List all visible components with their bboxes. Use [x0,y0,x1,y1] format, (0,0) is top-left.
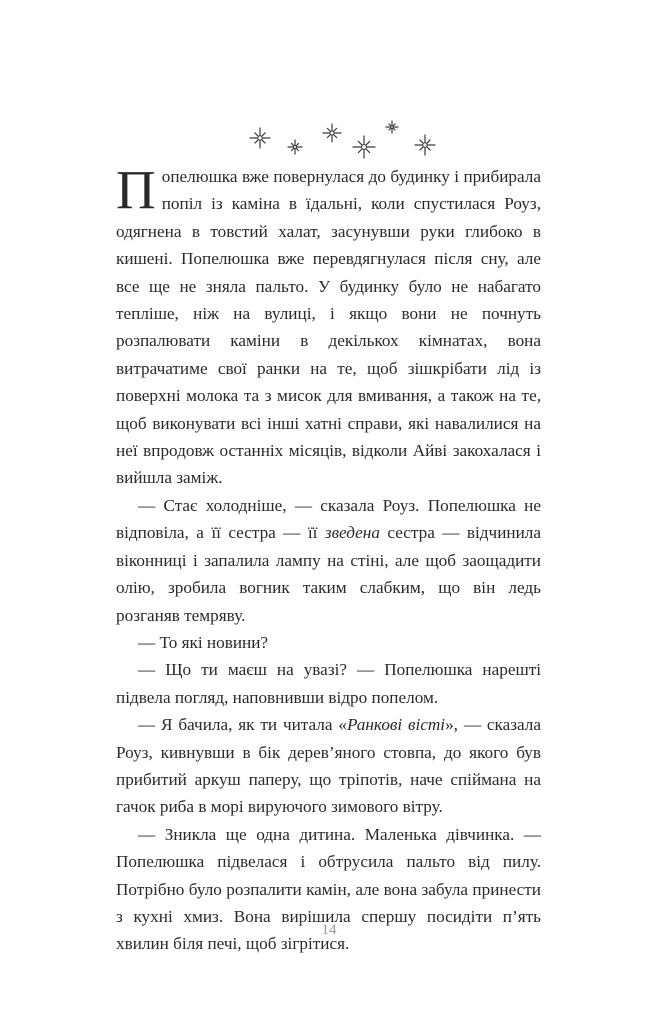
paragraph [116,159,541,492]
star-icon [250,128,270,148]
star-icon [288,140,302,154]
drop-cap: П [116,159,156,220]
italic-text: зведена [324,523,380,543]
body-text [116,159,541,958]
paragraph [116,492,541,629]
italic-text: Ранкові вісті [346,715,446,735]
paragraph [116,656,541,711]
star-icon [415,135,435,155]
page-number: 14 [321,922,337,938]
paragraph [116,629,541,656]
text-segment: — Стає холодніше, — сказала Роуз. Попелюшка не відповіла, а її сестра — її [116,495,541,543]
text-segment: », — сказала Роуз, кивнувши в бік дерев’яного стовпа, до якого був прибитий аркуш паперу, що тріпотів, наче спіймана на гачок риба в морі вируючого зимового вітру. [116,715,541,817]
text-segment: — То які новини? [138,632,269,652]
star-icon [323,124,341,142]
text-segment: — Що ти маєш на увазі? — Попелюшка нарешті підвела погляд, наповнивши відро попелом. [116,660,541,707]
star-icon [386,121,398,133]
stars-ornament-icon [0,116,658,166]
paragraph [116,711,541,821]
text-segment: опелюшка вже повернулася до будинку і прибирала попіл із каміна в їдальні, коли спустилася Роуз, одягнена в товстий халат, засунувши руки глибоко в кишені. Попелюшка вже перевдягнулася після сну, але все ще не зняла пальто. У будинку було не набагато тепліше, ніж на вулиці, і якщо вони не почнуть розпалювати каміни в декількох кімнатах, вона витрачатиме свої ранки на те, щоб зішкрібати лід із поверхні молока та з мисок для вмивання, а також на те, щоб виконувати всі інші хатні справи, які навалилися на неї впродовж останніх місяців, відколи Айві закохалася і вийшла заміж. [116,167,541,488]
text-segment: сестра — відчинила віконниці і запалила лампу на стіні, але щоб заощадити олію, зробила вогник таким слабким, що він ледь розганяв темряву. [116,523,541,625]
text-segment: — Зникла ще одна дитина. Маленька дівчинка. — Попелюшка підвелася і обтрусила пальто від пилу. Потрібно було розпалити камін, але вона забула принести з кухні хмиз. Вона вирішила спершу посидіти п’ять хвилин біля печі, щоб зігрітися. [116,824,541,954]
text-segment: — Я бачила, як ти читала « [138,715,347,735]
star-icon [353,136,375,158]
